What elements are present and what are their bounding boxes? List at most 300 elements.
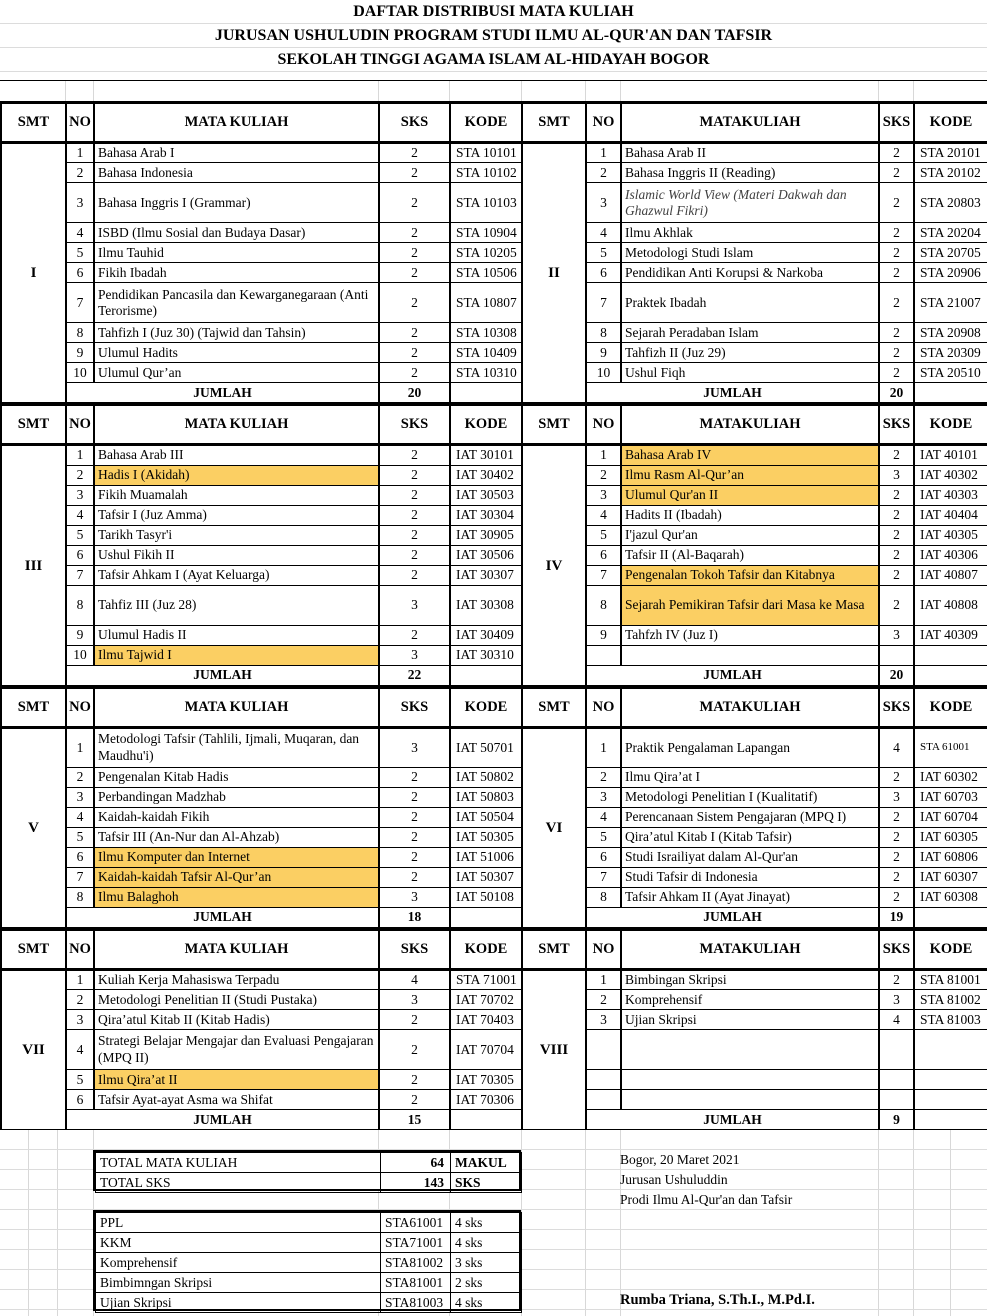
no-cell: 3	[66, 787, 94, 807]
column-header: NO	[66, 405, 94, 445]
course-cell: Tarikh Tasyr'i	[94, 525, 379, 545]
no-cell	[586, 645, 621, 665]
kode-cell: IAT 40807	[914, 565, 987, 585]
kode-cell: IAT 70306	[450, 1090, 522, 1110]
no-cell: 9	[66, 343, 94, 363]
table-row	[96, 1173, 522, 1193]
kode-cell	[914, 645, 987, 665]
spacer-row	[0, 72, 987, 80]
kode-cell: STA 20204	[914, 223, 987, 243]
courses-table-smt-III-IV	[0, 403, 987, 685]
no-cell: 8	[586, 585, 621, 625]
course-row	[1, 867, 987, 887]
kode-cell: IAT 60302	[914, 767, 987, 787]
course-cell	[621, 1090, 879, 1110]
sks-cell: 2	[379, 323, 450, 343]
kode-cell	[914, 1030, 987, 1070]
no-cell: 2	[66, 163, 94, 183]
courses-table-smt-V-VI	[0, 686, 987, 928]
no-cell: 5	[586, 827, 621, 847]
kode-cell: IAT 51006	[450, 847, 522, 867]
no-cell: 3	[586, 787, 621, 807]
course-cell	[621, 645, 879, 665]
no-cell: 3	[586, 1010, 621, 1030]
table-row	[96, 1213, 522, 1233]
kode-cell: IAT 50307	[450, 867, 522, 887]
kode-cell: IAT 60703	[914, 787, 987, 807]
no-cell: 5	[66, 827, 94, 847]
no-cell: 6	[586, 545, 621, 565]
column-header: MATA KULIAH	[94, 103, 379, 143]
sks-cell: 2	[879, 505, 914, 525]
document-header	[0, 0, 987, 72]
sks-cell: 2	[879, 445, 914, 465]
total-sks-unit: SKS	[451, 1173, 522, 1193]
course-cell: Ushul Fikih II	[94, 545, 379, 565]
kode-cell: STA 10506	[450, 263, 522, 283]
signature-dept: Jurusan Ushuluddin	[620, 1172, 728, 1188]
kode-cell: IAT 30503	[450, 485, 522, 505]
breakdown-label: KKM	[96, 1233, 381, 1253]
header-row	[1, 405, 987, 445]
signature-name: Rumba Triana, S.Th.I., M.Pd.I.	[620, 1292, 815, 1309]
jumlah-label: JUMLAH	[586, 665, 879, 685]
no-cell: 5	[66, 1070, 94, 1090]
no-cell: 1	[66, 445, 94, 465]
kode-cell: IAT 40302	[914, 465, 987, 485]
column-header: KODE	[450, 687, 522, 727]
kode-cell	[450, 907, 522, 927]
smt-cell: III	[1, 445, 66, 685]
kode-cell: STA 71001	[450, 969, 522, 989]
course-cell: Tafsir I (Juz Amma)	[94, 505, 379, 525]
sks-cell: 2	[879, 887, 914, 907]
breakdown-sks: 3 sks	[451, 1253, 522, 1273]
sks-cell: 4	[879, 727, 914, 767]
sks-cell: 2	[879, 323, 914, 343]
kode-cell: IAT 70403	[450, 1010, 522, 1030]
column-header: KODE	[450, 405, 522, 445]
course-cell: Ulumul Qur’an	[94, 363, 379, 383]
course-row	[1, 887, 987, 907]
kode-cell: IAT 70702	[450, 990, 522, 1010]
course-cell: Kaidah-kaidah Tafsir Al-Qur’an	[94, 867, 379, 887]
kode-cell: STA 10308	[450, 323, 522, 343]
course-row	[1, 847, 987, 867]
kode-cell: STA 61001	[914, 727, 987, 767]
course-row	[1, 565, 987, 585]
header-row	[1, 103, 987, 143]
course-row	[1, 807, 987, 827]
kode-cell: STA 20908	[914, 323, 987, 343]
jumlah-label: JUMLAH	[586, 907, 879, 927]
kode-cell: IAT 30304	[450, 505, 522, 525]
sks-cell: 2	[879, 363, 914, 383]
breakdown-sks: 2 sks	[451, 1273, 522, 1293]
summary-section	[0, 1130, 987, 1316]
course-cell: Studi Israiliyat dalam Al-Qur'an	[621, 847, 879, 867]
course-row	[1, 1030, 987, 1070]
table-row	[96, 1253, 522, 1273]
kode-cell: IAT 60704	[914, 807, 987, 827]
table-row	[96, 1273, 522, 1293]
course-cell: Bimbingan Skripsi	[621, 969, 879, 989]
sks-cell: 2	[379, 363, 450, 383]
totals-table	[93, 1150, 521, 1191]
smt-cell: I	[1, 143, 66, 403]
kode-cell: STA 10310	[450, 363, 522, 383]
course-cell: Kuliah Kerja Mahasiswa Terpadu	[94, 969, 379, 989]
sks-cell: 2	[379, 827, 450, 847]
no-cell: 1	[586, 969, 621, 989]
total-courses-value: 64	[381, 1153, 451, 1173]
course-cell: Fikih Muamalah	[94, 485, 379, 505]
jumlah-total: 22	[379, 665, 450, 685]
smt-cell: IV	[522, 445, 586, 685]
jumlah-total: 19	[879, 907, 914, 927]
course-row	[1, 485, 987, 505]
no-cell: 1	[586, 445, 621, 465]
kode-cell: IAT 30310	[450, 645, 522, 665]
sks-cell: 2	[379, 1070, 450, 1090]
column-header: NO	[66, 929, 94, 969]
course-cell: I'jazul Qur'an	[621, 525, 879, 545]
sks-cell: 2	[879, 807, 914, 827]
kode-cell: IAT 40404	[914, 505, 987, 525]
signature-prodi: Prodi Ilmu Al-Qur'an dan Tafsir	[620, 1192, 793, 1208]
course-row	[1, 585, 987, 625]
column-header: SKS	[379, 405, 450, 445]
sks-cell: 2	[879, 867, 914, 887]
column-header: KODE	[450, 103, 522, 143]
sks-cell: 2	[379, 767, 450, 787]
course-row	[1, 465, 987, 485]
smt-cell: VI	[522, 727, 586, 927]
header-row	[1, 929, 987, 969]
kode-cell: STA 10102	[450, 163, 522, 183]
no-cell: 7	[66, 283, 94, 323]
kode-cell: IAT 50504	[450, 807, 522, 827]
column-header: MATAKULIAH	[621, 103, 879, 143]
column-header: KODE	[914, 929, 987, 969]
breakdown-code: STA81002	[381, 1253, 451, 1273]
course-row	[1, 143, 987, 163]
column-header: SMT	[1, 405, 66, 445]
sks-cell: 2	[379, 807, 450, 827]
no-cell: 1	[586, 727, 621, 767]
smt-cell: VII	[1, 969, 66, 1129]
column-header: SMT	[1, 103, 66, 143]
course-cell: Tahfzh IV (Juz I)	[621, 625, 879, 645]
kode-cell: STA 20705	[914, 243, 987, 263]
course-row	[1, 1070, 987, 1090]
column-header: SKS	[379, 103, 450, 143]
jumlah-total: 9	[879, 1110, 914, 1130]
course-cell: Pendidikan Anti Korupsi & Narkoba	[621, 263, 879, 283]
course-cell: Perencanaan Sistem Pengajaran (MPQ I)	[621, 807, 879, 827]
jumlah-label: JUMLAH	[66, 383, 379, 403]
kode-cell	[914, 1070, 987, 1090]
course-cell: Ilmu Tajwid I	[94, 645, 379, 665]
column-header: NO	[586, 103, 621, 143]
course-cell: Ulumul Hadits	[94, 343, 379, 363]
total-courses-label: TOTAL MATA KULIAH	[96, 1153, 381, 1173]
course-cell: Bahasa Arab II	[621, 143, 879, 163]
sks-cell: 2	[379, 1090, 450, 1110]
breakdown-code: STA81003	[381, 1293, 451, 1313]
sks-cell: 2	[879, 143, 914, 163]
total-sks-value: 143	[381, 1173, 451, 1193]
course-cell: Metodologi Penelitian II (Studi Pustaka)	[94, 990, 379, 1010]
sks-cell: 2	[379, 867, 450, 887]
column-header: MATAKULIAH	[621, 929, 879, 969]
course-cell: ISBD (Ilmu Sosial dan Budaya Dasar)	[94, 223, 379, 243]
no-cell: 5	[586, 243, 621, 263]
no-cell: 6	[66, 1090, 94, 1110]
kode-cell: STA 81002	[914, 990, 987, 1010]
course-cell: Fikih Ibadah	[94, 263, 379, 283]
course-cell: Ilmu Komputer dan Internet	[94, 847, 379, 867]
column-header: SKS	[879, 687, 914, 727]
column-header: NO	[586, 687, 621, 727]
no-cell: 4	[66, 807, 94, 827]
no-cell: 4	[586, 223, 621, 243]
sks-cell: 2	[379, 445, 450, 465]
sks-cell: 3	[379, 585, 450, 625]
column-header: NO	[66, 687, 94, 727]
sks-cell: 2	[379, 283, 450, 323]
kode-cell: STA 20102	[914, 163, 987, 183]
kode-cell: IAT 50701	[450, 727, 522, 767]
no-cell: 3	[66, 183, 94, 223]
course-cell	[621, 1070, 879, 1090]
course-cell: Metodologi Studi Islam	[621, 243, 879, 263]
course-cell: Ilmu Akhlak	[621, 223, 879, 243]
sks-cell: 3	[379, 990, 450, 1010]
course-row	[1, 343, 987, 363]
course-cell: Bahasa Arab IV	[621, 445, 879, 465]
kode-cell: STA 10103	[450, 183, 522, 223]
column-header: MATAKULIAH	[621, 405, 879, 445]
no-cell: 8	[66, 585, 94, 625]
smt-cell: V	[1, 727, 66, 927]
sks-cell: 2	[879, 827, 914, 847]
jumlah-row	[1, 907, 987, 927]
kode-cell: IAT 40303	[914, 485, 987, 505]
kode-cell: STA 21007	[914, 283, 987, 323]
jumlah-total: 18	[379, 907, 450, 927]
course-cell	[621, 1030, 879, 1070]
no-cell: 4	[586, 807, 621, 827]
kode-cell: STA 20906	[914, 263, 987, 283]
course-cell: Ilmu Balaghoh	[94, 887, 379, 907]
kode-cell: STA 81001	[914, 969, 987, 989]
kode-cell: IAT 40808	[914, 585, 987, 625]
course-cell: Tafsir II (Al-Baqarah)	[621, 545, 879, 565]
course-cell: Hadis I (Akidah)	[94, 465, 379, 485]
kode-cell: IAT 30101	[450, 445, 522, 465]
column-header: SMT	[522, 687, 586, 727]
no-cell: 2	[66, 767, 94, 787]
column-header: SMT	[1, 929, 66, 969]
course-cell: Qira’atul Kitab II (Kitab Hadis)	[94, 1010, 379, 1030]
no-cell: 5	[66, 243, 94, 263]
kode-cell: STA 10904	[450, 223, 522, 243]
no-cell: 8	[586, 323, 621, 343]
course-cell: Tafsir III (An-Nur dan Al-Ahzab)	[94, 827, 379, 847]
column-header: MATA KULIAH	[94, 929, 379, 969]
course-row	[1, 625, 987, 645]
course-cell: Bahasa Inggris II (Reading)	[621, 163, 879, 183]
course-cell: Studi Tafsir di Indonesia	[621, 867, 879, 887]
sks-cell: 4	[379, 969, 450, 989]
jumlah-label: JUMLAH	[66, 907, 379, 927]
no-cell: 1	[66, 143, 94, 163]
no-cell: 9	[66, 625, 94, 645]
sks-cell: 2	[879, 163, 914, 183]
kode-cell: STA 10205	[450, 243, 522, 263]
no-cell: 6	[66, 263, 94, 283]
sks-cell: 2	[879, 263, 914, 283]
sks-cell	[879, 645, 914, 665]
course-cell: Tafsir Ahkam II (Ayat Jinayat)	[621, 887, 879, 907]
column-header: KODE	[914, 687, 987, 727]
kode-cell: IAT 40305	[914, 525, 987, 545]
course-cell: Hadits II (Ibadah)	[621, 505, 879, 525]
jumlah-row	[1, 665, 987, 685]
sks-cell: 3	[879, 787, 914, 807]
jumlah-label: JUMLAH	[586, 1110, 879, 1130]
kode-cell	[914, 1110, 987, 1130]
no-cell: 10	[586, 363, 621, 383]
course-row	[1, 990, 987, 1010]
table-row	[96, 1153, 522, 1173]
kode-cell	[450, 383, 522, 403]
sks-cell	[879, 1070, 914, 1090]
jumlah-total: 20	[379, 383, 450, 403]
sks-cell: 2	[879, 243, 914, 263]
column-header: MATA KULIAH	[94, 405, 379, 445]
course-cell: Islamic World View (Materi Dakwah dan Ghazwul Fikri)	[621, 183, 879, 223]
kode-cell	[450, 1110, 522, 1130]
course-cell: Tahfizh I (Juz 30) (Tajwid dan Tahsin)	[94, 323, 379, 343]
sks-cell: 2	[379, 263, 450, 283]
sks-cell: 2	[379, 847, 450, 867]
doc-title-line1: DAFTAR DISTRIBUSI MATA KULIAH	[0, 0, 987, 24]
courses-table-smt-I-II	[0, 101, 987, 403]
course-row	[1, 505, 987, 525]
course-row	[1, 827, 987, 847]
sks-cell: 2	[879, 767, 914, 787]
no-cell: 2	[66, 990, 94, 1010]
course-cell: Ulumul Hadis II	[94, 625, 379, 645]
kode-cell	[450, 665, 522, 685]
course-cell: Bahasa Arab I	[94, 143, 379, 163]
spreadsheet-grid-row	[0, 80, 987, 101]
sks-cell: 2	[879, 545, 914, 565]
jumlah-row	[1, 1110, 987, 1130]
sks-cell: 2	[879, 183, 914, 223]
course-cell: Ilmu Qira’at II	[94, 1070, 379, 1090]
kode-cell: STA 20309	[914, 343, 987, 363]
kode-cell: IAT 70704	[450, 1030, 522, 1070]
smt-cell: VIII	[522, 969, 586, 1129]
kode-cell: STA 81003	[914, 1010, 987, 1030]
no-cell: 7	[586, 867, 621, 887]
sks-cell	[879, 1030, 914, 1070]
sks-cell: 2	[379, 163, 450, 183]
no-cell: 1	[66, 969, 94, 989]
no-cell: 2	[586, 465, 621, 485]
sks-cell: 2	[379, 183, 450, 223]
sks-cell: 2	[379, 343, 450, 363]
column-header: SMT	[1, 687, 66, 727]
column-header: NO	[66, 103, 94, 143]
course-cell: Tafsir Ahkam I (Ayat Keluarga)	[94, 565, 379, 585]
course-cell: Metodologi Penelitian I (Kualitatif)	[621, 787, 879, 807]
kode-cell: STA 10409	[450, 343, 522, 363]
jumlah-label: JUMLAH	[586, 383, 879, 403]
sks-cell: 2	[879, 485, 914, 505]
course-cell: Tafsir Ayat-ayat Asma wa Shifat	[94, 1090, 379, 1110]
column-header: SKS	[879, 929, 914, 969]
no-cell: 3	[586, 485, 621, 505]
doc-title-line3: SEKOLAH TINGGI AGAMA ISLAM AL-HIDAYAH BOGOR	[0, 48, 987, 72]
sks-cell: 3	[379, 645, 450, 665]
no-cell: 10	[66, 645, 94, 665]
semester-tables	[0, 101, 987, 1130]
sks-cell: 2	[379, 787, 450, 807]
kode-cell	[914, 665, 987, 685]
kode-cell	[914, 1090, 987, 1110]
breakdown-code: STA61001	[381, 1213, 451, 1233]
column-header: NO	[586, 405, 621, 445]
no-cell: 3	[66, 1010, 94, 1030]
no-cell: 5	[66, 525, 94, 545]
kode-cell	[914, 907, 987, 927]
sks-cell: 2	[879, 565, 914, 585]
no-cell: 4	[66, 505, 94, 525]
no-cell: 9	[586, 625, 621, 645]
course-row	[1, 183, 987, 223]
course-row	[1, 525, 987, 545]
column-header: KODE	[914, 405, 987, 445]
sks-cell	[879, 1090, 914, 1110]
no-cell: 7	[66, 565, 94, 585]
total-sks-label: TOTAL SKS	[96, 1173, 381, 1193]
course-cell: Strategi Belajar Mengajar dan Evaluasi Pengajaran (MPQ II)	[94, 1030, 379, 1070]
no-cell: 8	[66, 323, 94, 343]
no-cell: 1	[66, 727, 94, 767]
course-row	[1, 1010, 987, 1030]
kode-cell: IAT 40101	[914, 445, 987, 465]
no-cell: 8	[586, 887, 621, 907]
course-cell: Ulumul Qur'an II	[621, 485, 879, 505]
course-row	[1, 787, 987, 807]
course-row	[1, 767, 987, 787]
course-cell: Ushul Fiqh	[621, 363, 879, 383]
kode-cell	[914, 383, 987, 403]
column-header: SMT	[522, 405, 586, 445]
course-row	[1, 645, 987, 665]
table-row	[96, 1233, 522, 1253]
sks-cell: 3	[879, 465, 914, 485]
sks-cell: 3	[879, 625, 914, 645]
kode-cell: IAT 50802	[450, 767, 522, 787]
sks-cell: 2	[379, 1030, 450, 1070]
sks-cell: 2	[879, 223, 914, 243]
breakdown-label: Komprehensif	[96, 1253, 381, 1273]
